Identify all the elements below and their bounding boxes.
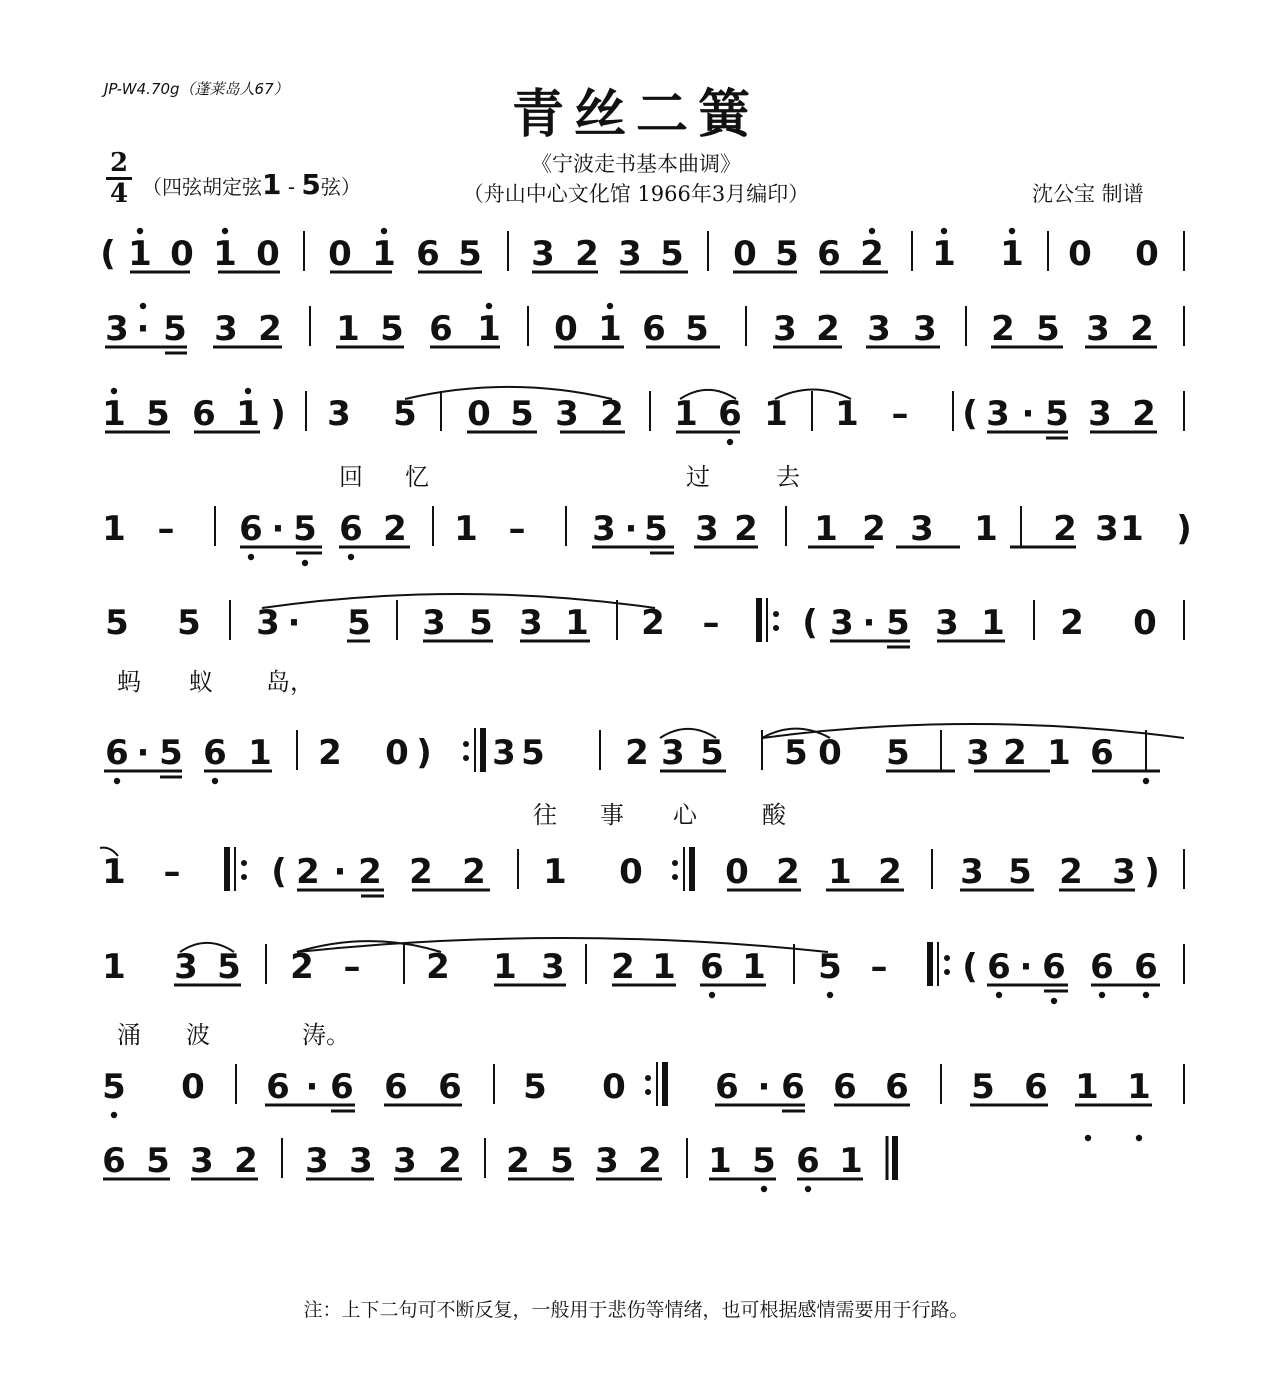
jianpu-note: 5: [105, 603, 129, 643]
jianpu-note: 2: [991, 309, 1015, 349]
octave-dot: [348, 554, 354, 560]
jianpu-note: 2: [1059, 852, 1083, 892]
jianpu-note: 2: [426, 947, 450, 987]
jianpu-note: 5: [146, 1141, 170, 1181]
jianpu-note: 1: [708, 1141, 732, 1181]
jianpu-note: 6: [1024, 1067, 1048, 1107]
lyric-syllable: 忆: [405, 463, 429, 491]
jianpu-note: 0: [554, 309, 578, 349]
jianpu-note: 6: [239, 509, 263, 549]
jianpu-note: ·: [1021, 394, 1035, 434]
jianpu-note: ·: [757, 1067, 771, 1107]
jianpu-note: 6: [885, 1067, 909, 1107]
jianpu-note: 3: [661, 733, 685, 773]
repeat-dot: [944, 969, 950, 975]
jianpu-note: 6: [416, 234, 440, 274]
jianpu-note: ): [1176, 509, 1192, 549]
lyric-syllable: 心: [673, 801, 697, 829]
jianpu-note: 6: [1134, 947, 1158, 987]
jianpu-note: 2: [462, 852, 486, 892]
jianpu-note: 6: [339, 509, 363, 549]
jianpu-note: 2: [1060, 603, 1084, 643]
composer-credit: 沈公宝 制谱: [1032, 182, 1144, 206]
jianpu-note: 0: [733, 234, 757, 274]
jianpu-note: 0: [385, 733, 409, 773]
jianpu-note: 2: [506, 1141, 530, 1181]
jianpu-note: 2: [860, 234, 884, 274]
jianpu-note: ·: [624, 509, 638, 549]
jianpu-note: 2: [383, 509, 407, 549]
page-title: 青丝二簧: [511, 84, 760, 145]
jianpu-note: 3: [595, 1141, 619, 1181]
octave-dot: [302, 560, 308, 566]
dash-note: –: [508, 509, 526, 549]
jianpu-note: 5: [775, 234, 799, 274]
jianpu-note: 1: [974, 509, 998, 549]
lyric-syllable: 过: [686, 463, 710, 491]
jianpu-note: 2: [234, 1141, 258, 1181]
repeat-dot: [944, 955, 950, 961]
octave-dot: [248, 554, 254, 560]
tuning-first-string: 1: [262, 168, 282, 201]
jianpu-note: 5: [159, 733, 183, 773]
header-tag: JP-W4.70g（蓬莱岛人67）: [104, 80, 289, 98]
repeat-dot: [645, 1075, 651, 1081]
octave-dot: [137, 228, 143, 234]
jianpu-note: 1: [742, 947, 766, 987]
repeat-dot: [773, 611, 779, 617]
jianpu-note: 3: [174, 947, 198, 987]
jianpu-note: 0: [170, 234, 194, 274]
jianpu-note: 5: [347, 603, 371, 643]
jianpu-note: 5: [752, 1141, 776, 1181]
octave-dot: [869, 228, 875, 234]
jianpu-note: 3: [327, 394, 351, 434]
jianpu-note: 1: [454, 509, 478, 549]
jianpu-note: 1: [248, 733, 272, 773]
jianpu-note: ·: [287, 603, 301, 643]
dash-note: –: [702, 603, 720, 643]
jianpu-note: 5: [380, 309, 404, 349]
jianpu-note: 5: [102, 1067, 126, 1107]
repeat-dot: [463, 755, 469, 761]
jianpu-note: 2: [816, 309, 840, 349]
jianpu-note: ): [416, 733, 432, 773]
jianpu-note: 5: [971, 1067, 995, 1107]
jianpu-note: 1: [981, 603, 1005, 643]
jianpu-note: 6: [384, 1067, 408, 1107]
jianpu-note: 2: [776, 852, 800, 892]
jianpu-note: 3: [190, 1141, 214, 1181]
octave-dot: [1099, 992, 1105, 998]
jianpu-note: 6: [429, 309, 453, 349]
jianpu-note: ·: [305, 1067, 319, 1107]
jianpu-note: 0: [602, 1067, 626, 1107]
jianpu-note: 1: [102, 509, 126, 549]
jianpu-note: 3: [393, 1141, 417, 1181]
octave-dot: [114, 778, 120, 784]
octave-dot: [1143, 992, 1149, 998]
jianpu-note: 3: [531, 234, 555, 274]
octave-dot: [140, 303, 146, 309]
jianpu-note: 1: [814, 509, 838, 549]
jianpu-note: 6: [715, 1067, 739, 1107]
jianpu-note: 3: [966, 733, 990, 773]
jianpu-note: 2: [611, 947, 635, 987]
octave-dot: [245, 388, 251, 394]
octave-dot: [827, 992, 833, 998]
jianpu-note: 5: [784, 733, 808, 773]
octave-dot: [727, 439, 733, 445]
jianpu-note: (: [271, 852, 287, 892]
tuning-suffix: 弦）: [320, 175, 361, 199]
jianpu-note: 3: [592, 509, 616, 549]
jianpu-note: 2: [625, 733, 649, 773]
jianpu-note: 3: [986, 394, 1010, 434]
jianpu-note: 2: [358, 852, 382, 892]
lyric-syllable: 涌: [117, 1021, 141, 1049]
jianpu-note: 5: [469, 603, 493, 643]
lyric-syllable: 往: [533, 801, 557, 829]
jianpu-note: 5: [550, 1141, 574, 1181]
jianpu-note: 3: [910, 509, 934, 549]
jianpu-note: 6: [987, 947, 1011, 987]
jianpu-note: 1: [1075, 1067, 1099, 1107]
jianpu-note: 1: [477, 309, 501, 349]
lyric-syllable: 涛。: [302, 1021, 350, 1049]
jianpu-note: 5: [458, 234, 482, 274]
jianpu-note: 2: [1053, 509, 1077, 549]
dash-note: –: [891, 394, 909, 434]
octave-dot: [111, 1112, 117, 1118]
jianpu-note: 3: [960, 852, 984, 892]
lyric-syllable: 蚂: [117, 668, 141, 696]
jianpu-note: 1: [1120, 509, 1144, 549]
jianpu-note: 6: [796, 1141, 820, 1181]
lyric-syllable: 波: [186, 1021, 210, 1049]
tuning-dash: -: [281, 175, 302, 199]
jianpu-note: 3: [773, 309, 797, 349]
jianpu-note: 5: [163, 309, 187, 349]
jianpu-note: 3: [695, 509, 719, 549]
subtitle-publisher: （舟山中心文化馆 1966年3月编印）: [462, 182, 810, 206]
jianpu-note: ·: [271, 509, 285, 549]
jianpu-note: 3: [830, 603, 854, 643]
octave-dot: [1143, 778, 1149, 784]
jianpu-note: 2: [318, 733, 342, 773]
jianpu-note: 5: [685, 309, 709, 349]
jianpu-note: 3: [1095, 509, 1119, 549]
jianpu-note: 0: [1133, 603, 1157, 643]
jianpu-note: 1: [565, 603, 589, 643]
octave-dot: [381, 228, 387, 234]
octave-dot: [941, 228, 947, 234]
jianpu-note: 1: [543, 852, 567, 892]
jianpu-note: 2: [258, 309, 282, 349]
jianpu-note: 5: [700, 733, 724, 773]
jianpu-note: 3: [105, 309, 129, 349]
jianpu-note: 6: [102, 1141, 126, 1181]
jianpu-note: 6: [833, 1067, 857, 1107]
jianpu-note: 6: [438, 1067, 462, 1107]
jianpu-note: 1: [1000, 234, 1024, 274]
jianpu-note: ·: [1019, 947, 1033, 987]
jianpu-note: 5: [521, 733, 545, 773]
jianpu-note: 5: [886, 603, 910, 643]
jianpu-note: 6: [1090, 947, 1114, 987]
jianpu-note: 0: [467, 394, 491, 434]
jianpu-note: 5: [510, 394, 534, 434]
jianpu-note: 1: [764, 394, 788, 434]
jianpu-note: (: [962, 394, 978, 434]
jianpu-note: 0: [1135, 234, 1159, 274]
octave-dot: [805, 1186, 811, 1192]
jianpu-note: 2: [862, 509, 886, 549]
jianpu-note: 0: [1068, 234, 1092, 274]
jianpu-note: 1: [828, 852, 852, 892]
tie-arc: [405, 387, 612, 399]
jianpu-note: 1: [128, 234, 152, 274]
jianpu-note: 3: [305, 1141, 329, 1181]
jianpu-note: ·: [862, 603, 876, 643]
repeat-dot: [672, 874, 678, 880]
footnote: 注：上下二句可不断反复，一般用于悲伤等情绪，也可根据感情需要用于行路。: [303, 1299, 969, 1321]
jianpu-note: 1: [372, 234, 396, 274]
jianpu-note: (: [100, 234, 116, 274]
lyric-syllable: 岛，: [266, 668, 314, 696]
jianpu-note: 0: [818, 733, 842, 773]
jianpu-note: 6: [266, 1067, 290, 1107]
repeat-dot: [645, 1089, 651, 1095]
jianpu-note: 6: [718, 394, 742, 434]
repeat-dot: [463, 741, 469, 747]
jianpu-note: 6: [1042, 947, 1066, 987]
jianpu-note: 5: [393, 394, 417, 434]
jianpu-note: 2: [641, 603, 665, 643]
jianpu-note: 2: [1132, 394, 1156, 434]
jianpu-note: 1: [674, 394, 698, 434]
jianpu-note: 5: [523, 1067, 547, 1107]
dash-note: –: [157, 509, 175, 549]
repeat-dot: [773, 625, 779, 631]
jianpu-note: 3: [1088, 394, 1112, 434]
octave-dot: [486, 303, 492, 309]
lyric-syllable: 事: [600, 801, 624, 829]
jianpu-note: 3: [867, 309, 891, 349]
time-signature-top: 2: [109, 148, 129, 178]
jianpu-note: 5: [146, 394, 170, 434]
jianpu-note: 0: [256, 234, 280, 274]
jianpu-note: 1: [598, 309, 622, 349]
jianpu-note: ): [270, 394, 286, 434]
jianpu-note: ·: [136, 733, 150, 773]
octave-dot: [212, 778, 218, 784]
jianpu-note: 5: [818, 947, 842, 987]
jianpu-note: 0: [181, 1067, 205, 1107]
tie-arc: [262, 594, 655, 608]
jianpu-note: 6: [330, 1067, 354, 1107]
jianpu-note: 1: [493, 947, 517, 987]
jianpu-note: 1: [839, 1141, 863, 1181]
jianpu-note: 5: [886, 733, 910, 773]
jianpu-note: 2: [1003, 733, 1027, 773]
jianpu-note: 1: [652, 947, 676, 987]
jianpu-note: 2: [600, 394, 624, 434]
jianpu-note: 1: [213, 234, 237, 274]
dash-note: –: [870, 947, 888, 987]
octave-dot: [761, 1186, 767, 1192]
jianpu-note: 1: [102, 852, 126, 892]
jianpu-note: 1: [1127, 1067, 1151, 1107]
jianpu-note: (: [962, 947, 978, 987]
jianpu-note: 0: [328, 234, 352, 274]
jianpu-note: 2: [296, 852, 320, 892]
jianpu-note: 2: [878, 852, 902, 892]
jianpu-note: 6: [700, 947, 724, 987]
repeat-dot: [241, 860, 247, 866]
jianpu-note: 2: [290, 947, 314, 987]
subtitle-source: 《宁波走书基本曲调》: [531, 152, 741, 176]
repeat-dot: [672, 860, 678, 866]
jianpu-note: 1: [835, 394, 859, 434]
jianpu-note: 5: [1008, 852, 1032, 892]
octave-dot: [111, 388, 117, 394]
jianpu-note: 1: [102, 947, 126, 987]
jianpu-note: 5: [217, 947, 241, 987]
jianpu-note: (: [802, 603, 818, 643]
jianpu-note: 3: [422, 603, 446, 643]
jianpu-note: 1: [236, 394, 260, 434]
jianpu-note: 5: [644, 509, 668, 549]
tuning-second-string: 5: [301, 168, 321, 201]
jianpu-note: 2: [438, 1141, 462, 1181]
dash-note: –: [343, 947, 361, 987]
jianpu-note: 3: [349, 1141, 373, 1181]
jianpu-note: 5: [293, 509, 317, 549]
jianpu-note: 5: [177, 603, 201, 643]
octave-dot: [1009, 228, 1015, 234]
jianpu-note: 2: [638, 1141, 662, 1181]
time-signature-bottom: 4: [109, 179, 129, 209]
jianpu-note: 0: [725, 852, 749, 892]
jianpu-note: 6: [105, 733, 129, 773]
jianpu-note: 3: [256, 603, 280, 643]
jianpu-note: 3: [492, 733, 516, 773]
jianpu-note: ·: [136, 309, 150, 349]
jianpu-note: 3: [618, 234, 642, 274]
jianpu-note: 2: [1130, 309, 1154, 349]
jianpu-note: 6: [1090, 733, 1114, 773]
jianpu-note: 3: [1112, 852, 1136, 892]
jianpu-note: 3: [519, 603, 543, 643]
octave-dot: [1085, 1135, 1091, 1141]
jianpu-note: 2: [409, 852, 433, 892]
octave-dot: [996, 992, 1002, 998]
lyric-syllable: 回: [339, 463, 363, 491]
dash-note: –: [163, 852, 181, 892]
lyric-syllable: 酸: [762, 801, 786, 829]
jianpu-note: 3: [555, 394, 579, 434]
jianpu-note: 3: [541, 947, 565, 987]
jianpu-note: ·: [333, 852, 347, 892]
jianpu-note: 2: [575, 234, 599, 274]
repeat-dot: [241, 874, 247, 880]
jianpu-note: 2: [734, 509, 758, 549]
octave-dot: [709, 992, 715, 998]
jianpu-note: 3: [214, 309, 238, 349]
jianpu-note: 1: [932, 234, 956, 274]
jianpu-note: 0: [619, 852, 643, 892]
jianpu-note: 1: [336, 309, 360, 349]
jianpu-note: 6: [781, 1067, 805, 1107]
lyric-syllable: 去: [776, 463, 800, 491]
jianpu-note: 6: [642, 309, 666, 349]
jianpu-note: 1: [102, 394, 126, 434]
jianpu-note: 5: [1036, 309, 1060, 349]
jianpu-note: 3: [1086, 309, 1110, 349]
octave-dot: [607, 303, 613, 309]
lyric-syllable: 蚁: [189, 668, 213, 696]
jianpu-note: 5: [1045, 394, 1069, 434]
jianpu-note: ): [1144, 852, 1160, 892]
jianpu-note: 5: [660, 234, 684, 274]
jianpu-note: 6: [203, 733, 227, 773]
octave-dot: [1136, 1135, 1142, 1141]
jianpu-note: 3: [913, 309, 937, 349]
jianpu-note: 6: [817, 234, 841, 274]
jianpu-note: 1: [1047, 733, 1071, 773]
jianpu-note: 3: [935, 603, 959, 643]
jianpu-note: 6: [192, 394, 216, 434]
octave-dot: [1051, 998, 1057, 1004]
tuning-prefix: （四弦胡定弦: [142, 175, 262, 199]
octave-dot: [222, 228, 228, 234]
